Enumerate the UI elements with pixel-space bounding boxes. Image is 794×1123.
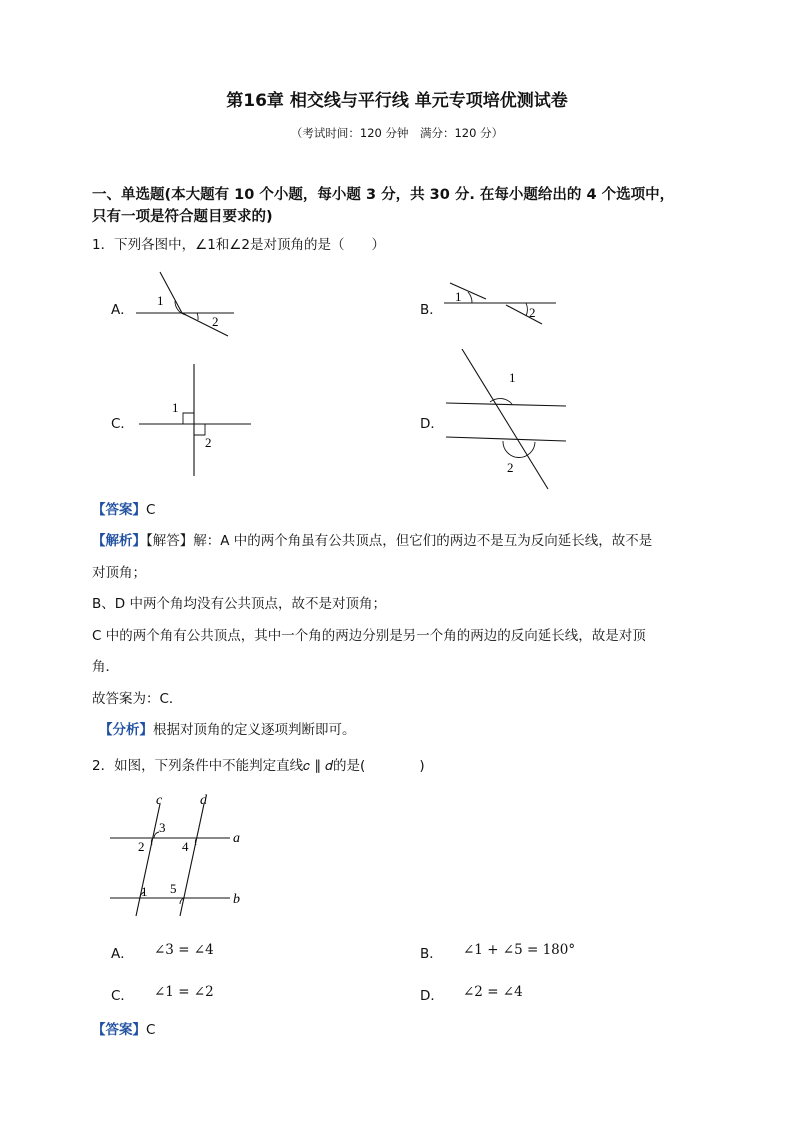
- q2-answer-tag: 【答案】: [92, 1022, 146, 1038]
- q2-angle2-label: 2: [138, 839, 145, 854]
- q1-fenxi-tag: 【分析】: [99, 722, 153, 738]
- q2-line-b-label: b: [233, 892, 240, 907]
- q1-b-angle1-label: 1: [455, 289, 462, 304]
- exam-info: （考试时间：120 分钟 满分：120 分）: [290, 126, 504, 140]
- q2-angle5-label: 5: [170, 881, 177, 896]
- q1-conclusion: 故答案为：C．: [92, 691, 183, 707]
- q2-figure: [100, 790, 250, 920]
- q2-option-b-letter: B．: [420, 946, 443, 962]
- page-title: 第16章 相交线与平行线 单元专项培优测试卷: [226, 91, 568, 111]
- q2-option-d-text: ∠2 = ∠4: [463, 984, 523, 1000]
- q1-option-a-letter: A．: [111, 302, 134, 318]
- question-2-stem: 2．如图，下列条件中不能判定直线𝑐 ∥ 𝑑的是( ): [92, 758, 425, 774]
- q1-option-c-letter: C．: [111, 416, 134, 432]
- q2-option-b-text: ∠1 + ∠5 = 180°: [463, 942, 576, 958]
- q1-solution-tag: 【解答】: [146, 533, 194, 549]
- q1-analysis-line2: 对顶角；: [92, 565, 146, 581]
- q1-option-b-figure: [440, 278, 560, 328]
- q1-analysis-line5: 角．: [92, 659, 119, 675]
- q1-analysis-line4: C 中的两个角有公共顶点，其中一个角的两边分别是另一个角的两边的反向延长线，故是对顶: [92, 628, 646, 644]
- q2-option-d-letter: D．: [420, 988, 444, 1004]
- q1-fenxi-line: [99, 718, 356, 738]
- q2-line-d-label: d: [200, 793, 207, 808]
- question-1-stem: 1．下列各图中，∠1和∠2是对顶角的是（ ）: [92, 237, 385, 253]
- q2-line-a-label: a: [233, 831, 240, 846]
- q1-d-angle1-label: 1: [509, 370, 516, 385]
- q1-c-angle1-label: 1: [172, 400, 179, 415]
- q2-angle3-label: 3: [159, 820, 166, 835]
- q1-a-angle1-label: 1: [157, 293, 164, 308]
- q2-line-c-label: c: [156, 793, 163, 808]
- q1-d-angle2-label: 2: [507, 460, 514, 475]
- q1-option-d-letter: D．: [420, 416, 444, 432]
- q2-angle4-label: 4: [182, 839, 189, 854]
- q2-option-a-text: ∠3 = ∠4: [154, 942, 214, 958]
- q2-option-a-letter: A．: [111, 946, 134, 962]
- q1-analysis-tag: 【解析】: [92, 533, 146, 549]
- q2-angle1-label: 1: [141, 884, 148, 899]
- q2-answer: C: [146, 1022, 156, 1038]
- q1-answer: C: [146, 502, 156, 518]
- q1-option-d-figure: [440, 345, 572, 495]
- section-heading-line2: 只有一项是符合题目要求的): [92, 209, 273, 225]
- q1-option-a-figure: [130, 268, 242, 340]
- q2-answer-line: [92, 1018, 155, 1038]
- q1-analysis-line3: B、D 中两个角均没有公共顶点，故不是对顶角；: [92, 596, 386, 612]
- section-heading-line1: 一、单选题(本大题有 10 个小题，每小题 3 分，共 30 分. 在每小题给出的 4 个选项中，: [92, 187, 675, 203]
- q1-answer-line: [92, 498, 155, 518]
- q1-c-angle2-label: 2: [205, 435, 212, 450]
- q2-option-c-text: ∠1 = ∠2: [154, 984, 214, 1000]
- q1-analysis-text1: 解：A 中的两个角虽有公共顶点，但它们的两边不是互为反向延长线，故不是: [193, 533, 653, 549]
- q2-option-c-letter: C．: [111, 988, 134, 1004]
- q1-a-angle2-label: 2: [212, 314, 219, 329]
- q1-answer-tag: 【答案】: [92, 502, 146, 518]
- q1-option-b-letter: B．: [420, 302, 443, 318]
- q1-option-c-figure: [135, 360, 255, 480]
- q1-fenxi-text: 根据对顶角的定义逐项判断即可。: [153, 722, 356, 738]
- q1-b-angle2-label: 2: [529, 305, 536, 320]
- q1-analysis-line1: [92, 529, 652, 549]
